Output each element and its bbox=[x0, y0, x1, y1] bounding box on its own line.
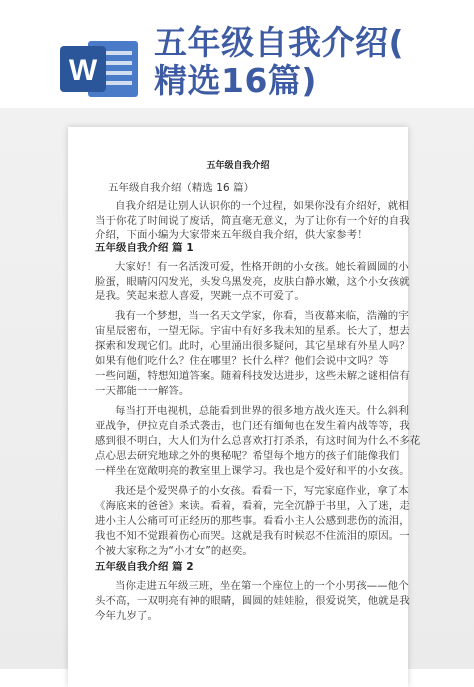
document-title: 五年级自我介绍 bbox=[206, 161, 270, 171]
paragraph-line: 当于你花了时间说了废话，简直毫无意义，为了让你有一个好的自我 bbox=[95, 215, 410, 227]
paragraph-line: 今年九岁了。 bbox=[95, 610, 158, 622]
section-heading-1: 五年级自我介绍 篇 1 bbox=[95, 242, 194, 254]
paragraph-line: 进小主人公痛可可正经历的那些事。看看小主人公感到悲伤的流泪， bbox=[95, 515, 410, 527]
paragraph-line: 个被大家称之为“小才女”的赵奕。 bbox=[95, 545, 253, 557]
section-heading-2: 五年级自我介绍 篇 2 bbox=[95, 561, 194, 573]
paragraph-line: 自我介绍是让别人认识你的一个过程，如果你没有介绍好，就相 bbox=[115, 200, 409, 212]
paragraph-line: 亚战争，伊拉克自杀式袭击，也门还有缅甸也在发生着内战等等，我 bbox=[95, 420, 410, 432]
paragraph-line: 一天都能一一解答。 bbox=[95, 385, 190, 397]
paragraph-line: 大家好！有一名活泼可爱，性格开朗的小女孩。她长着圆圆的小 bbox=[115, 261, 409, 273]
paragraph-line: 一些问题，特想知道答案。随着科技发达进步，这些未解之谜相信有 bbox=[95, 370, 410, 382]
document-page bbox=[68, 127, 421, 687]
paragraph-line: 宙星辰密布，一望无际。宇宙中有好多我未知的星系。长大了，想去 bbox=[95, 325, 410, 337]
paragraph-line: 头不高，一双明亮有神的眼睛，圆圆的娃娃脸，很爱说笑，他就是我 bbox=[95, 595, 410, 607]
paragraph-line: 是我。笑起来惹人喜爱，哭跳一点不可爱了。 bbox=[95, 290, 305, 302]
paragraph-line: 点心思去研究地球之外的奥秘呢？希望每个地方的孩子们能像我们 bbox=[95, 450, 400, 462]
document-subtitle: 五年级自我介绍（精选 16 篇） bbox=[108, 182, 255, 194]
paragraph-line: 当你走进五年级三班，坐在第一个座位上的一个小男孩——他个 bbox=[115, 580, 409, 592]
paragraph-line: 探索和发现它们。此时，心里涌出很多疑问，其它星球有外星人吗？ bbox=[95, 340, 410, 352]
paragraph-line: 脸蛋，眼睛闪闪发光，头发乌黑发亮，皮肤白静水嫩，这个小女孩就 bbox=[95, 276, 410, 288]
paragraph-line: 我还是个爱哭鼻子的小女孩。看看一下，写完家庭作业，拿了本 bbox=[115, 485, 409, 497]
paragraph-line: 介绍，下面小编为大家带来五年级自我介绍，供大家参考！ bbox=[95, 229, 368, 241]
paragraph-line: 《海底来的爸爸》来读。看着，看着，完全沉静于书里，入了迷，走 bbox=[95, 500, 410, 512]
paragraph-line: 我有一个梦想，当一名天文学家，你看，当夜幕来临，浩瀚的宇 bbox=[115, 310, 409, 322]
paragraph-line: 一样坐在宽敞明亮的教室里上课学习。我也是个爱好和平的小女孩。 bbox=[95, 465, 410, 477]
banner-header bbox=[0, 0, 474, 120]
word-icon-letter: W bbox=[68, 54, 98, 87]
paragraph-line: 感到很不明白，大人们为什么总喜欢打打杀杀，有这时间为什么不多花 bbox=[95, 435, 421, 447]
paragraph-line: 如果有他们吃什么？住在哪里？长什么样？他们会说中文吗？等 bbox=[95, 355, 389, 367]
word-icon bbox=[58, 38, 142, 100]
paragraph-line: 每当打开电视机，总能看到世界的很多地方战火连天。什么斜利 bbox=[115, 405, 409, 417]
banner-title: 五年级自我介绍( 精选16篇) bbox=[154, 23, 405, 100]
paragraph-line: 我也不知不觉跟着伤心而哭。这就是我有时候忍不住流泪的原因。一 bbox=[95, 530, 410, 542]
